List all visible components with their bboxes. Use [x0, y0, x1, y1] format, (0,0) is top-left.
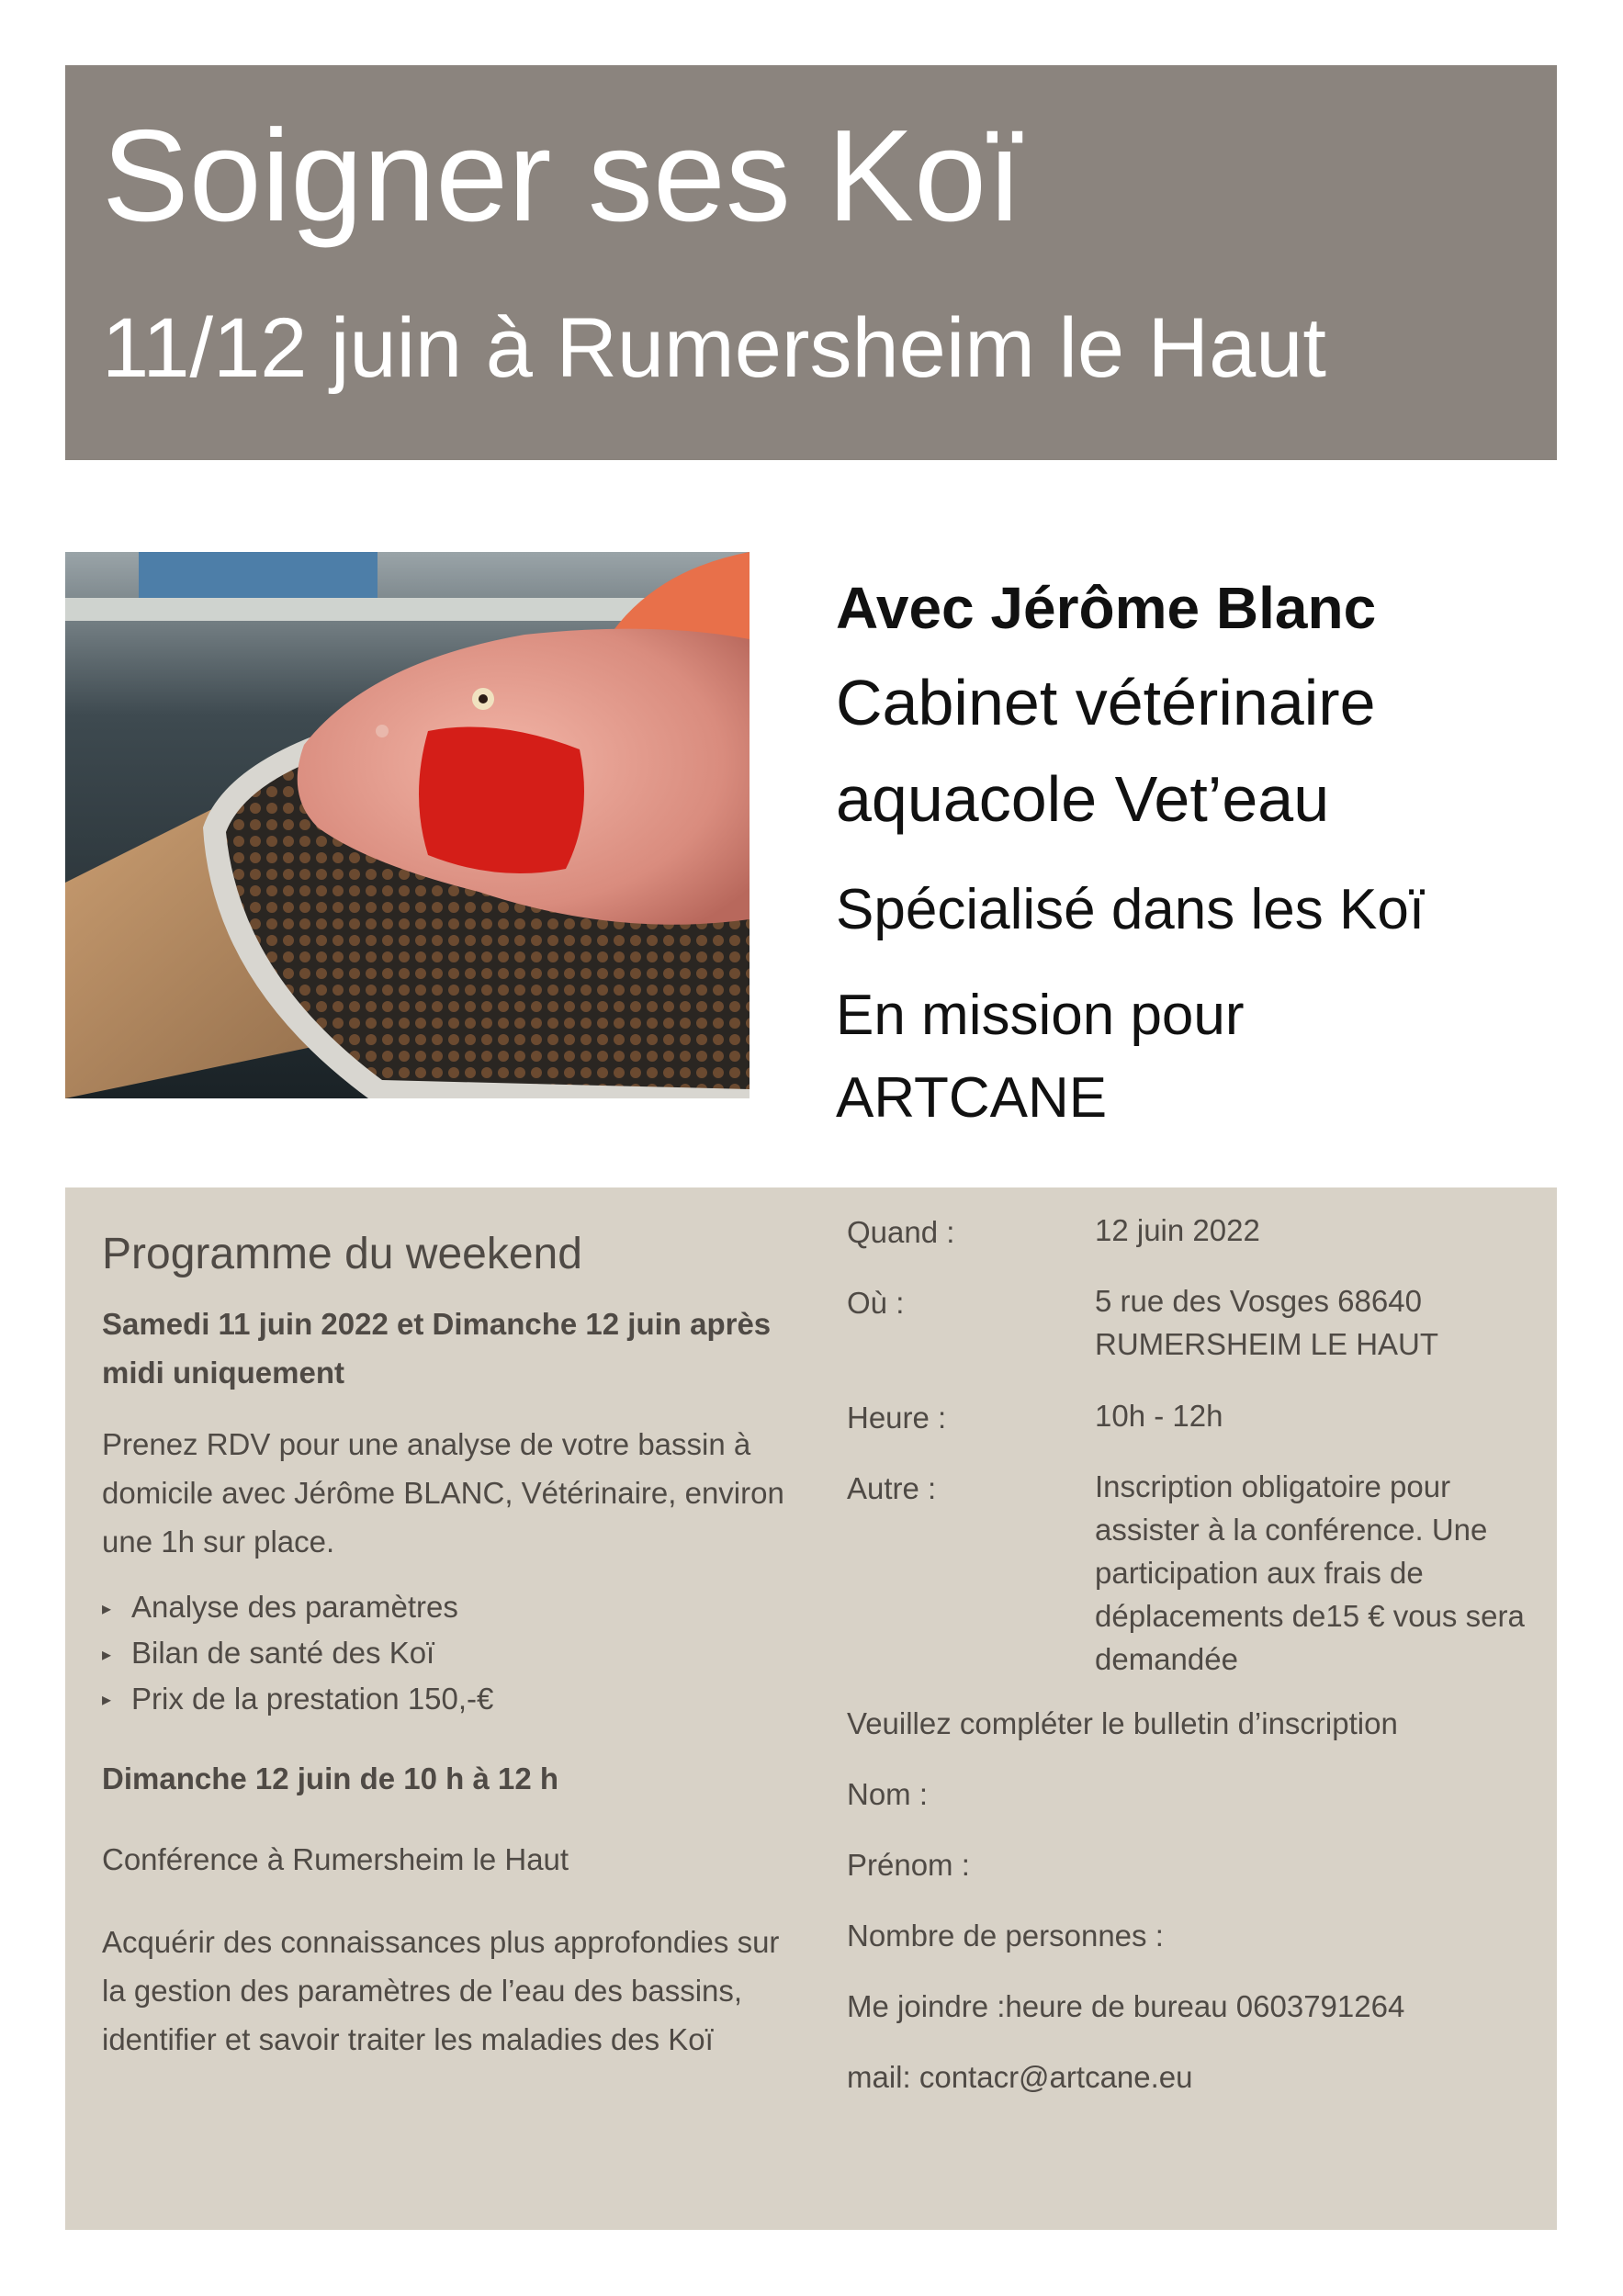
when-value: 12 juin 2022: [1095, 1213, 1260, 1247]
contact-phone: Me joindre :heure de bureau 0603791264: [847, 1989, 1405, 2023]
list-item: ▸ Bilan de santé des Koï: [102, 1631, 493, 1677]
nom-field-label: Nom :: [847, 1777, 929, 1811]
persons-field-label: Nombre de personnes :: [847, 1919, 1164, 1953]
speaker-name: Avec Jérôme Blanc: [836, 575, 1377, 641]
mission-line-1: En mission pour: [836, 984, 1245, 1047]
program-days: Samedi 11 juin 2022 et Dimanche 12 juin après midi uniquement: [102, 1307, 772, 1390]
koi-fish-illustration: [65, 552, 750, 1098]
form-intro: Veuillez compléter le bulletin d’inscription: [847, 1706, 1398, 1740]
conference-time: Dimanche 12 juin de 10 h à 12 h: [102, 1761, 559, 1795]
poster-title: Soigner ses Koï: [102, 103, 1023, 249]
title-banner: [65, 65, 1557, 460]
contact-email: mail: contacr@artcane.eu: [847, 2060, 1193, 2094]
where-line-1: 5 rue des Vosges 68640: [1095, 1284, 1422, 1318]
time-label: Heure :: [847, 1401, 947, 1435]
other-value: Inscription obligatoire pour assister à la conférence. Une participation aux frais de déplacements de15 € vous sera demandée: [1095, 1469, 1525, 1676]
specialty: Spécialisé dans les Koï: [836, 878, 1426, 941]
koi-photo: [65, 552, 750, 1098]
service-list: [102, 1585, 493, 1722]
triangle-bullet-icon: ▸: [102, 1598, 112, 1619]
triangle-bullet-icon: ▸: [102, 1690, 112, 1711]
other-label: Autre :: [847, 1471, 937, 1505]
cabinet-line-2: aquacole Vet’eau: [836, 763, 1330, 835]
when-label: Quand :: [847, 1215, 955, 1249]
time-value: 10h - 12h: [1095, 1399, 1223, 1433]
poster-subtitle: 11/12 juin à Rumersheim le Haut: [102, 301, 1326, 395]
triangle-bullet-icon: ▸: [102, 1644, 112, 1665]
where-label: Où :: [847, 1286, 905, 1320]
conference-description: Acquérir des connaissances plus approfondies sur la gestion des paramètres de l’eau des bassins, identifier et savoir traiter les maladies des Koï: [102, 1925, 780, 2056]
prenom-field-label: Prénom :: [847, 1848, 970, 1882]
conference-place: Conférence à Rumersheim le Haut: [102, 1842, 569, 1876]
list-item: ▸ Prix de la prestation 150,-€: [102, 1677, 493, 1723]
mission-line-2: ARTCANE: [836, 1066, 1108, 1130]
rdv-text: Prenez RDV pour une analyse de votre bassin à domicile avec Jérôme BLANC, Vétérinaire, environ une 1h sur place.: [102, 1427, 784, 1559]
program-heading: Programme du weekend: [102, 1230, 582, 1278]
list-item: ▸ Analyse des paramètres: [102, 1585, 493, 1631]
cabinet-line-1: Cabinet vétérinaire: [836, 667, 1376, 738]
info-panel: [65, 1187, 1557, 2230]
where-line-2: RUMERSHEIM LE HAUT: [1095, 1327, 1439, 1361]
